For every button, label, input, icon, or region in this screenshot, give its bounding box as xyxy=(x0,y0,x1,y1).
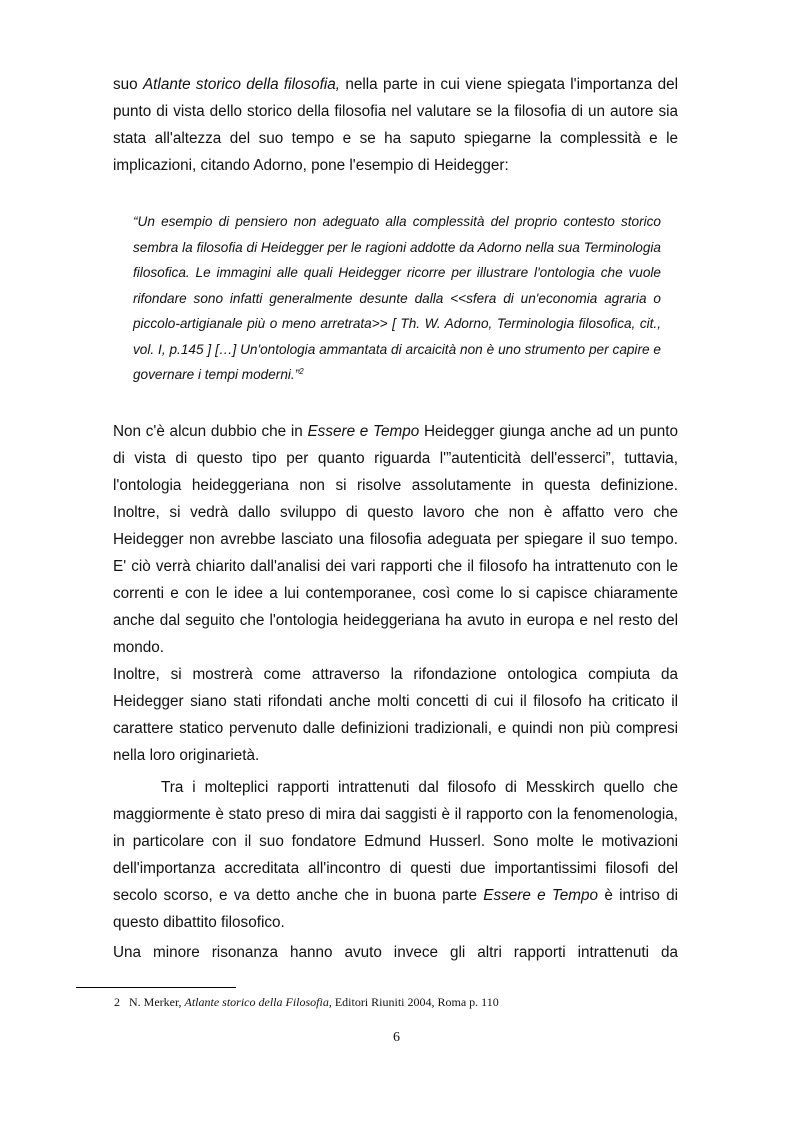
text-run: Tra i molteplici rapporti intrattenuti dal filosofo di Messkirch quello che maggiormente è stato preso di mira dai saggisti è il rapporto con la fenomenologia, in particolare con il suo fondatore Edmund Husserl. Sono molte le motivazioni dell'importanza accreditata all'incontro di questi due importantissimi filosofi del secolo scorso, e va detto anche che in buona parte xyxy=(113,779,678,904)
paragraph-rifondazione: Inoltre, si mostrerà come attraverso la rifondazione ontologica compiuta da Heidegger siano stati rifondati anche molti concetti di cui il filosofo ha criticato il carattere statico pervenuto dalle definizioni tradizionali, e quindi non più compresi nella loro originarietà. xyxy=(113,666,678,764)
page-number: 6 xyxy=(393,1030,400,1045)
footnote xyxy=(114,995,674,1010)
text-run: nella parte in cui viene spiegata l'importanza del punto di vista dello storico della filosofia nel valutare se la filosofia di un autore sia stata all'altezza del suo tempo e se ha saputo spiegarne la complessità e le implicazioni, citando Adorno, pone l'esempio di Heidegger: xyxy=(113,76,678,174)
footnote-number: 2 xyxy=(114,995,120,1009)
book-title: Atlante storico della Filosofia xyxy=(184,995,329,1009)
footnote-divider xyxy=(76,987,236,988)
book-title: Atlante storico della filosofia, xyxy=(142,76,341,93)
footnote-reference: 2 xyxy=(299,367,304,376)
text-run: , Editori Riuniti 2004, Roma p. 110 xyxy=(328,995,499,1009)
text-run: suo xyxy=(113,76,143,93)
paragraph-husserl xyxy=(113,774,678,936)
paragraph-intro xyxy=(113,71,678,179)
text-run: N. Merker, xyxy=(129,995,185,1009)
book-title: Essere e Tempo xyxy=(483,887,599,904)
quote-text: “Un esempio di pensiero non adeguato alla complessità del proprio contesto storico sembra la filosofia di Heidegger per le ragioni addotte da Adorno nella sua Terminologia filosofica. Le immagini alle quali Heidegger ricorre per illustrare l'ontologia che vuole rifondare sono infatti generalmente desunte dalla <<sfera di un'economia agraria o piccolo-artigianale più o meno arretrata>> [ Th. W. Adorno, Terminologia filosofica, cit., vol. I, p.145 ] […] Un'ontologia ammantata di arcaicità non è uno strumento per capire e governare i tempi moderni.” xyxy=(133,214,661,382)
text-run: è intriso di questo dibattito filosofico. xyxy=(113,887,679,931)
block-quote xyxy=(133,209,661,388)
text-run: Non c'è alcun dubbio che in xyxy=(113,423,308,440)
paragraph-essere-e-tempo xyxy=(113,418,678,661)
book-title: Essere e Tempo xyxy=(307,423,420,440)
text-run: Heidegger giunga anche ad un punto di vista di questo tipo per quanto riguarda l'”autenticità dell'esserci”, tuttavia, l'ontologia heideggeriana non si risolve assolutamente in questa definizione. Inoltre, si vedrà dallo sviluppo di questo lavoro che non è affatto vero che Heidegger non avrebbe lasciato una filosofia adeguata per spiegare il suo tempo. E' ciò verrà chiarito dall'analisi dei vari rapporti che il filosofo ha intrattenuto con le correnti e con le idee a lui contemporanee, così come lo si capisce chiaramente anche dal seguito che l'ontologia heideggeriana ha avuto in europa e nel resto del mondo. xyxy=(113,423,678,656)
paragraph-continuation: Una minore risonanza hanno avuto invece gli altri rapporti intrattenuti da xyxy=(113,944,678,961)
